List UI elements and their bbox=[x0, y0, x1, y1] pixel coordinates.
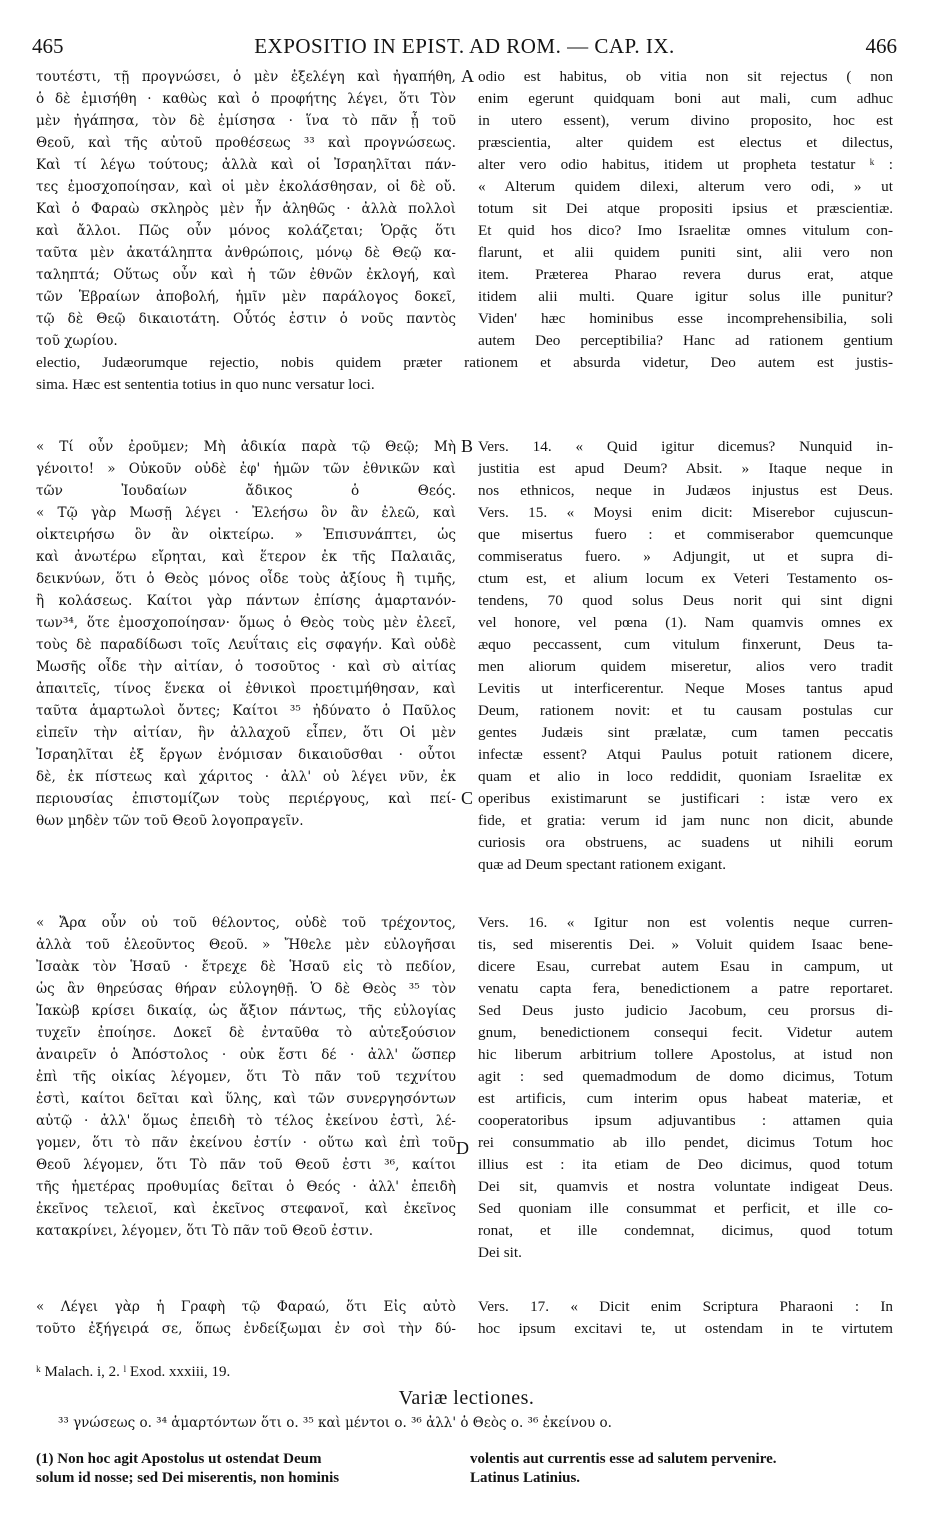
greek-text-line: τοὺς δὲ παραδίδωσι τοῖς Λευΐταις εἰς σφαγήν. Καὶ οὐδὲ bbox=[36, 637, 456, 653]
latin-text-line: Dei sit, quamvis et nostra voluntate indigeat Deus. bbox=[478, 1178, 893, 1195]
latin-text-line: nos ethnicos, neque in Judæos injustus est Deus. bbox=[478, 482, 893, 499]
greek-text-line: ἐκεῖνος τελειοῖ, καὶ ἐκεῖνος στεφανοῖ, καὶ ἐκεῖνος bbox=[36, 1201, 456, 1217]
latin-text-line: « Alterum quidem dilexi, alterum vero odi, » ut bbox=[478, 178, 893, 195]
greek-text-line: ἢ κολάσεως. Καίτοι γὰρ πάντων ἐπίσης ἁμαρτανόν- bbox=[36, 593, 456, 609]
variae-lectiones-list: ³³ γνώσεως ο. ³⁴ ἁμαρτόντων ὅτι ο. ³⁵ καὶ μέντοι ο. ³⁶ ἀλλ' ὁ Θεὸς ο. ³⁶ ἐκείνου ο. bbox=[58, 1415, 612, 1431]
greek-text-line: « Τῷ γὰρ Μωσῇ λέγει · Ἐλεήσω ὃν ἂν ἐλεῶ, καὶ bbox=[36, 505, 456, 521]
greek-text-line: ἀπαιτεῖς, τίνος ἕνεκα οἱ ἐθνικοὶ προετιμήθησαν, καὶ bbox=[36, 681, 456, 697]
latin-text-line: Vers. 16. « Igitur non est volentis neque curren- bbox=[478, 914, 893, 931]
latin-text-line: totum sit Dei atque propositi ipsius et præscientiæ. bbox=[478, 200, 893, 217]
greek-text-line: τουτέστι, τῇ προγνώσει, ὁ μὲν ἐξελέγη καὶ ἠγαπήθη, bbox=[36, 69, 456, 85]
latin-text-line: men aliorum quidem miseretur, alios vero tradit bbox=[478, 658, 893, 675]
greek-text-line: Ἰσαὰκ τὸν Ἡσαῦ · ἔτρεχε δὲ Ἡσαῦ εἰς τὸ πεδίον, bbox=[36, 959, 456, 975]
latin-column-block-2 bbox=[478, 436, 893, 876]
footnote-left bbox=[36, 1450, 456, 1488]
latin-text-line: præscientia, alter quidem est electus et dilectus, bbox=[478, 134, 893, 151]
latin-text-line: æquo peccassent, cum vitulum finxerunt, Deus ta- bbox=[478, 636, 893, 653]
latin-text-line: alter vero odio habitus, itidem ut propheta testatur ᵏ : bbox=[478, 156, 893, 173]
latin-text-line: itidem alii multi. Quare igitur solus ille punitur? bbox=[478, 288, 893, 305]
latin-text-line: illius est : ita etiam de Deo dicimus, quod totum bbox=[478, 1156, 893, 1173]
latin-text-line: infectæ essent? Atqui Paulus potuit rationem dicere, bbox=[478, 746, 893, 763]
greek-column-block-2 bbox=[36, 436, 456, 832]
margin-marker-c: C bbox=[461, 788, 474, 808]
latin-text-line: Dei sit. bbox=[478, 1244, 522, 1261]
full-width-latin-block-1 bbox=[36, 352, 893, 396]
greek-text-line: δεικνύων, ὅτι ὁ Θεὸς μόνος οἶδε τοὺς ἀξίους ἢ τιμῆς, bbox=[36, 571, 456, 587]
greek-text-line: δὲ, ἐκ πίστεως καὶ χάριτος · ἀλλ' οὐ λέγει νῦν, ἐκ bbox=[36, 769, 456, 785]
latin-text-line: Deum, rationem novit: et tu causam postulas cur bbox=[478, 702, 893, 719]
greek-text-line: καὶ ἀνωτέρω εἴρηται, καὶ ἕτερον ἐκ τῆς Παλαιᾶς, bbox=[36, 549, 456, 565]
left-page-number: 465 bbox=[32, 34, 64, 58]
greek-text-line: τῷ δὲ Θεῷ δικαιοτάτη. Οὗτός ἐστιν ὁ νοῦς παντὸς bbox=[36, 311, 456, 327]
greek-text-line: οἰκτειρήσω ὃν ἂν οἰκτείρω. » Ἐπισυνάπτει, ὡς bbox=[36, 527, 456, 543]
latin-text-line: commiseratus fuero. » Adjungit, ut et supra di- bbox=[478, 548, 893, 565]
greek-text-line: Θεοῦ, καὶ τῆς αὐτοῦ προθέσεως ³³ καὶ προγνώσεως. bbox=[36, 135, 456, 151]
greek-text-line: ταῦτα μὲν ἀκατάληπτα ἀνθρώποις, μόνῳ δὲ Θεῷ κα- bbox=[36, 245, 456, 261]
greek-text-line: Ἰακὼβ κρίσει δικαίᾳ, ὡς ἄξιον πάντως, τῆς εὐλογίας bbox=[36, 1003, 456, 1019]
greek-text-line: γομεν, ὅτι τὸ πᾶν ἐκείνου ἐστίν · οὕτω καὶ ἐπὶ τοῦ bbox=[36, 1135, 456, 1151]
latin-text-line: rei consummatio ab illo pendet, dicimus Totum hoc bbox=[478, 1134, 893, 1151]
greek-text-line: Θεοῦ λέγομεν, ὅτι Τὸ πᾶν τοῦ Θεοῦ ἐστι ³⁶, καίτοι bbox=[36, 1157, 456, 1173]
greek-text-line: αὐτῷ · ἀλλ' ὅμως ἐπειδὴ τὸ τέλος ἐκείνου ἐστὶ, λέ- bbox=[36, 1113, 456, 1129]
page-header bbox=[32, 34, 897, 62]
greek-text-line: τυχεῖν ἐποίησε. Δοκεῖ δὲ ἐνταῦθα τὸ αὐτεξούσιον bbox=[36, 1025, 456, 1041]
latin-text-line: tis, sed miserentis Dei. » Voluit quidem Isaac bene- bbox=[478, 936, 893, 953]
greek-text-line: τες ἐμοσχοποίησαν, καὶ οἱ μὲν ἐκολάσθησαν, οἱ δὲ οὔ. bbox=[36, 179, 456, 195]
margin-marker-a: A bbox=[461, 66, 474, 86]
latin-text-line: dicere Esau, currebat autem Esau in campum, ut bbox=[478, 958, 893, 975]
greek-column-block-4 bbox=[36, 1296, 456, 1340]
footnote-line: Latinus Latinius. bbox=[470, 1470, 581, 1486]
latin-text-line: hic liberum arbitrium tollere Apostolus, at istud non bbox=[478, 1046, 893, 1063]
greek-text-line: ἐστὶ, καίτοι δεῖται καὶ ὕλης, καὶ τῶν συνεργησόντων bbox=[36, 1091, 456, 1107]
latin-text-line: gentes Judæis sint prælatæ, cum tamen peccatis bbox=[478, 724, 893, 741]
greek-text-line: γένοιτο! » Οὐκοῦν οὐδὲ ἐφ' ἡμῶν τῶν ἐθνικῶν καὶ bbox=[36, 461, 456, 477]
greek-column-block-3 bbox=[36, 912, 456, 1242]
latin-text-line: ctum est, et alium locum ex Veteri Testamento os- bbox=[478, 570, 893, 587]
latin-text-line: gnum, benedictionem consequi fecit. Videtur autem bbox=[478, 1024, 893, 1041]
greek-text-line: καὶ ἄλλοι. Πῶς οὖν μόνος κολάζεται; Ὁρᾷς ὅτι bbox=[36, 223, 456, 239]
greek-text-line: ὡς ἂν θηρεύσας θήραν εὐλογηθῇ. Ὁ δὲ Θεὸς ³⁵ τὸν bbox=[36, 981, 456, 997]
greek-text-line: τοῦ χωρίου. bbox=[36, 333, 118, 349]
marginal-references: ᵏ Malach. i, 2. ˡ Exod. xxxiii, 19. bbox=[36, 1364, 231, 1380]
latin-text-line: que misertus fuero : et commiserabor quemcunque bbox=[478, 526, 893, 543]
latin-text-line: Vers. 14. « Quid igitur dicemus? Nunquid in- bbox=[478, 438, 893, 455]
latin-text-line: Sed quoniam ille consummat et perficit, et ille co- bbox=[478, 1200, 893, 1217]
latin-text-line: enim egerunt quidquam boni aut mali, cum adhuc bbox=[478, 90, 893, 107]
greek-text-line: ἐπὶ τῆς οἰκίας λέγομεν, ὅτι Τὸ πᾶν τοῦ τεχνίτου bbox=[36, 1069, 456, 1085]
latin-text-line: curiosis ora obstruens, ac suadens ut nihili eorum bbox=[478, 834, 893, 851]
latin-text-line: justitia est apud Deum? Absit. » Itaque neque in bbox=[478, 460, 893, 477]
greek-text-line: θων μηδὲν τῶν τοῦ Θεοῦ λογοπραγεῖν. bbox=[36, 813, 304, 829]
greek-text-line: ταληπτά; Οὕτως οὖν καὶ ἡ τῶν ἐθνῶν ἐκλογή, καὶ bbox=[36, 267, 456, 283]
latin-text-line: venatu capta fera, benedictionem a patre reportaret. bbox=[478, 980, 893, 997]
latin-text-line: ronat, et ille condemnat, dicimus, quod totum bbox=[478, 1222, 893, 1239]
greek-column-block-1 bbox=[36, 66, 456, 352]
latin-text-line: electio, Judæorumque rejectio, nobis quidem præter rationem et absurda videtur, Deo autem est justis- bbox=[36, 354, 893, 371]
greek-text-line: τοῦτο ἐξήγειρά σε, ὅπως ἐνδείξωμαι ἐν σοὶ τὴν δύ- bbox=[36, 1321, 456, 1337]
footnote-line: volentis aut currentis esse ad salutem pervenire. bbox=[470, 1451, 777, 1467]
footnote-line: (1) Non hoc agit Apostolus ut ostendat Deum bbox=[36, 1451, 322, 1467]
latin-text-line: autem Deo perceptibilia? Hanc ad rationem gentium bbox=[478, 332, 893, 349]
latin-text-line: item. Præterea Pharao revera durus erat, atque bbox=[478, 266, 893, 283]
latin-text-line: operibus existimarunt se justificari : istæ vero ex bbox=[478, 790, 893, 807]
greek-text-line: ἀλλὰ τοῦ ἐλεοῦντος Θεοῦ. » Ἤθελε μὲν εὐλογῆσαι bbox=[36, 937, 456, 953]
latin-text-line: odio est habitus, ob vitia non sit rejectus ( non bbox=[478, 68, 893, 85]
latin-text-line: cooperatoribus ipsum adjuvantibus : attamen quia bbox=[478, 1112, 893, 1129]
latin-text-line: est artificis, cum interim opus habeat materiæ, et bbox=[478, 1090, 893, 1107]
variae-lectiones-heading: Variæ lectiones. bbox=[398, 1387, 535, 1409]
greek-text-line: τῶν Ἑβραίων ἀποβολή, ἡμῖν μὲν παράλογος δοκεῖ, bbox=[36, 289, 456, 305]
latin-text-line: vel honore, vel pœna (1). Nam quamvis omnes ex bbox=[478, 614, 893, 631]
latin-text-line: Vers. 17. « Dicit enim Scriptura Pharaoni : In bbox=[478, 1298, 893, 1315]
greek-text-line: « Τί οὖν ἐροῦμεν; Μὴ ἀδικία παρὰ τῷ Θεῷ; Μὴ bbox=[36, 439, 456, 455]
latin-text-line: Viden' hæc hominibus esse incomprehensibilia, soli bbox=[478, 310, 893, 327]
latin-column-block-4 bbox=[478, 1296, 893, 1340]
latin-text-line: Et quid hos dico? Imo Israelitæ omnes vitulum con- bbox=[478, 222, 893, 239]
latin-text-line: Vers. 15. « Moysi enim dicit: Miserebor cujuscun- bbox=[478, 504, 893, 521]
latin-text-line: agit : sed quemadmodum de domo dicimus, Totum bbox=[478, 1068, 893, 1085]
latin-text-line: flarunt, et alii quidem puniti sint, alii vero non bbox=[478, 244, 893, 261]
margin-marker-d: D bbox=[456, 1138, 469, 1158]
greek-text-line: περιουσίας ἐπιστομίζων τοὺς περιέργους, καὶ πεί- bbox=[36, 791, 456, 807]
greek-text-line: ὁ δὲ ἐμισήθη · καθὼς καὶ ὁ προφήτης λέγει, ὅτι Τὸν bbox=[36, 91, 456, 107]
greek-text-line: « Λέγει γὰρ ἡ Γραφὴ τῷ Φαραώ, ὅτι Εἰς αὐτὸ bbox=[36, 1299, 456, 1315]
latin-text-line: Sed Deus justo judicio Jacobum, ceu prorsus di- bbox=[478, 1002, 893, 1019]
greek-text-line: Καὶ τί λέγω τούτους; ἀλλὰ καὶ οἱ Ἰσραηλῖται πάν- bbox=[36, 157, 456, 173]
latin-text-line: quam et alio in loco reddidit, quoniam Israelitæ ex bbox=[478, 768, 893, 785]
greek-text-line: τῆς ἡμετέρας προθυμίας δεῖται ὁ Θεός · ἀλλ' ἐπειδὴ bbox=[36, 1179, 456, 1195]
latin-column-block-3 bbox=[478, 912, 893, 1264]
latin-text-line: fide, et gratia: verum id jam nunc non dicit, abunde bbox=[478, 812, 893, 829]
greek-text-line: Καὶ ὁ Φαραὼ σκληρὸς μὲν ἦν ἀληθῶς · ἀλλὰ πολλοὶ bbox=[36, 201, 456, 217]
greek-text-line: Μωσῆς οἶδε τὴν αἰτίαν, ὁ τοσοῦτος · καὶ σὺ αἰτίας bbox=[36, 659, 456, 675]
latin-text-line: tendens, 70 quod solus Deus norit qui sint digni bbox=[478, 592, 893, 609]
latin-text-line: quæ ad Deum spectant rationem exigant. bbox=[478, 856, 726, 873]
greek-text-line: ταῦτα ἁμαρτωλοὶ ὄντες; Καίτοι ³⁵ ἠδύνατο ὁ Παῦλος bbox=[36, 703, 456, 719]
greek-text-line: ἀναιρεῖν ὁ Ἀπόστολος · οὐκ ἔστι δέ · ἀλλ' ὥσπερ bbox=[36, 1047, 456, 1063]
footnote-line: solum id nosse; sed Dei miserentis, non hominis bbox=[36, 1470, 340, 1486]
latin-text-line: hoc ipsum excitavi te, ut ostendam in te virtutem bbox=[478, 1320, 893, 1337]
right-page-number: 466 bbox=[865, 34, 897, 58]
margin-marker-b: B bbox=[461, 436, 474, 456]
greek-text-line: εἰπεῖν τὴν αἰτίαν, ἣν ἀλλαχοῦ εἶπεν, ὅτι Οἱ μὲν bbox=[36, 725, 456, 741]
greek-text-line: των³⁴, ὅτε ἐμοσχοποίησαν· ὅμως ὁ Θεὸς τοὺς μὲν ἐλεεῖ, bbox=[36, 615, 456, 631]
greek-text-line: « Ἄρα οὖν οὐ τοῦ θέλοντος, οὐδὲ τοῦ τρέχοντος, bbox=[36, 915, 456, 931]
latin-column-block-1 bbox=[478, 66, 893, 352]
latin-text-line: sima. Hæc est sententia totius in quo nunc versatur loci. bbox=[36, 376, 375, 393]
greek-text-line: κατακρίνει, λέγομεν, ὅτι Τὸ πᾶν τοῦ Θεοῦ ἐστιν. bbox=[36, 1223, 374, 1239]
latin-text-line: Levitis ut interficerentur. Neque Moses tantus apud bbox=[478, 680, 893, 697]
running-title: EXPOSITIO IN EPIST. AD ROM. — CAP. IX. bbox=[254, 34, 675, 58]
greek-text-line: μὲν ἠγάπησα, τὸν δὲ ἐμίσησα · ἵνα τὸ πᾶν ᾖ τοῦ bbox=[36, 113, 456, 129]
latin-text-line: in utero essent), verum divino proposito, hoc est bbox=[478, 112, 893, 129]
footnote-right bbox=[470, 1450, 890, 1488]
greek-text-line: τῶν Ἰουδαίων ἄδικος ὁ Θεός. bbox=[36, 483, 456, 499]
greek-text-line: Ἰσραηλῖται ἐξ ἔργων ἐνόμισαν δικαιοῦσθαι · οὗτοι bbox=[36, 747, 456, 763]
